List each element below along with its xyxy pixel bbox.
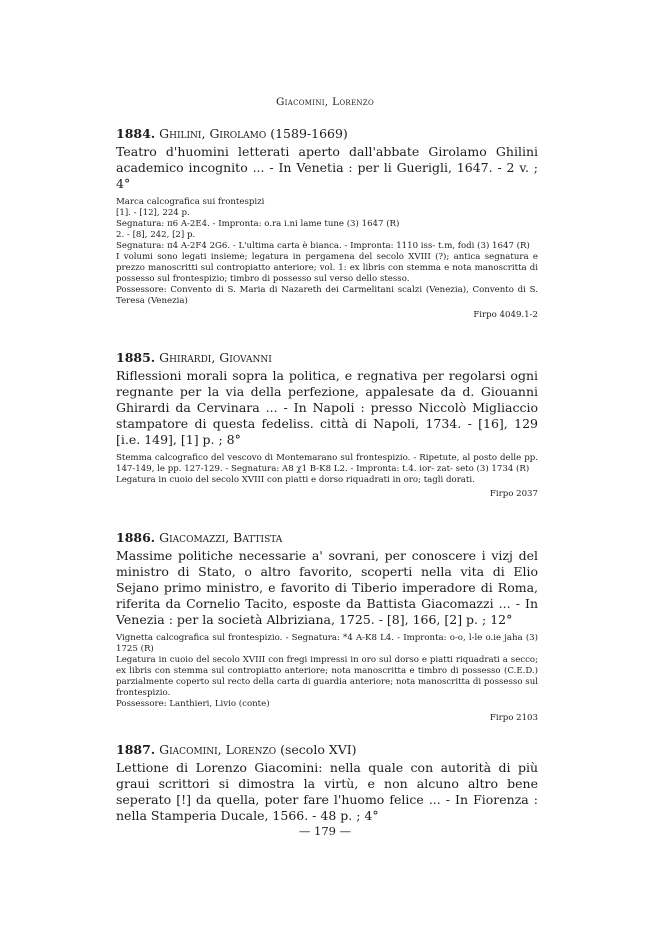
entry-title: Lettione di Lorenzo Giacomini: nella quale con autorità di più graui scrittori si dimostra la virtù, e non alcuno altro bene seperato [!] da quella, poter fare l'huomo felice ... - In Fiorenza : nella Stamperia Ducale, 1566. - 48 p. ; 4° [116,760,538,823]
running-head: Giacomini, Lorenzo [275,96,375,108]
entry-title: Teatro d'huomini letterati aperto dall'abbate Girolamo Ghilini academico incognito ... - In Venetia : per li Guerigli, 1647. - 2 v. ; 4° [116,144,538,191]
entry-title: Massime politiche necessarie a' sovrani, per conoscere i vizj del ministro di Stato, o altro favorito, scoperti nella vita di Elio Sejano primo ministro, e favorito di Tiberio imperadore di Roma, riferita da Cornelio Tacito, esposte da Battista Giacomazzi ... - In Venezia : per la società Albriziana, 1725. - [8], 166, [2] p. ; 12° [116,548,538,627]
entry-number: 1886. [116,530,156,545]
entry-note: Vignetta calcografica sul frontespizio. - Segnatura: *4 A-K8 L4. - Impronta: o-o, l-le o.ie jaha (3) 1725 (R) [116,633,538,654]
entry-note: Legatura in cuoio del secolo XVIII con fregi impressi in oro sul dorso e piatti riquadrati a secco; ex libris con stemma sul contropiatto anteriore; nota manoscritta e timbro di possesso (C.E.D.) parzialmente coperto sul recto della carta di guardia anteriore; nota manoscritta di possesso sul frontespizio. [116,655,538,698]
entry-author: Giacomini, Lorenzo [159,742,277,757]
catalogue-entry-1886 [116,530,538,724]
entry-heading [116,530,538,546]
entry-dates: (secolo XVI) [280,742,357,757]
page-number: — 179 — [298,824,352,838]
entry-number: 1887. [116,742,156,757]
entry-note: I volumi sono legati insieme; legatura in pergamena del secolo XVIII (?); antica segnatura e prezzo manoscritti sul contropiatto anteriore; vol. 1: ex libris con stemma e nota manoscritta di possesso sul frontespizio; timbro di possesso sul verso dello stesso. [116,252,538,284]
catalogue-entry-1884 [116,126,538,321]
entry-shelfmark: Firpo 4049.1-2 [473,310,538,320]
entry-note: Segnatura: π4 A-2F4 2G6. - L'ultima carta è bianca. - Impronta: 1110 iss- t.m, fodi (3) 1647 (R) [116,241,530,251]
entry-author: Ghilini, Girolamo [159,126,267,141]
entry-notes [116,633,538,710]
entry-note: [1]. - [12], 224 p. [116,208,190,218]
entry-note: Segnatura: π6 A-2E4. - Impronta: o.ra i.ni lame tune (3) 1647 (R) [116,219,400,229]
entry-note: Legatura in cuoio del secolo XVIII con piatti e dorso riquadrati in oro; tagli dorati. [116,475,475,485]
entry-heading [116,742,538,758]
entry-note: Stemma calcografico del vescovo di Montemarano sul frontespizio. - Ripetute, al posto delle pp. 147-149, le pp. 127-129. - Segnatura: A8 χ1 B-K8 L2. - Impronta: t.4. ior- zat- seto (3) 1734 (R) [116,453,538,474]
entry-shelfmark: Firpo 2037 [489,489,538,499]
catalogue-entry-1885 [116,350,538,500]
entry-heading [116,350,538,366]
catalogue-entry-1887 [116,742,538,824]
entry-number: 1885. [116,350,156,365]
entry-note: Possessore: Lanthieri, Livio (conte) [116,699,270,709]
entry-notes [116,453,538,486]
entry-dates: (1589-1669) [270,126,348,141]
entry-note: Marca calcografica sui frontespizi [116,197,265,207]
entry-note: 2. - [8], 242, [2] p. [116,230,196,240]
entry-note: Possessore: Convento di S. Maria di Nazareth dei Carmelitani scalzi (Venezia), Convento di S. Teresa (Venezia) [116,285,538,306]
entry-heading [116,126,538,142]
entry-shelfmark: Firpo 2103 [489,713,538,723]
entry-author: Giacomazzi, Battista [159,530,283,545]
entry-title: Riflessioni morali sopra la politica, e regnativa per regolarsi ogni regnante per la via della perfezione, appalesate da d. Giouanni Ghirardi da Cervinara ... - In Napoli : presso Niccolò Migliaccio stampatore di questa fedeliss. città di Napoli, 1734. - [16], 129 [i.e. 149], [1] p. ; 8° [116,368,538,447]
entry-author: Ghirardi, Giovanni [159,350,272,365]
entry-number: 1884. [116,126,156,141]
entry-notes [116,197,538,307]
